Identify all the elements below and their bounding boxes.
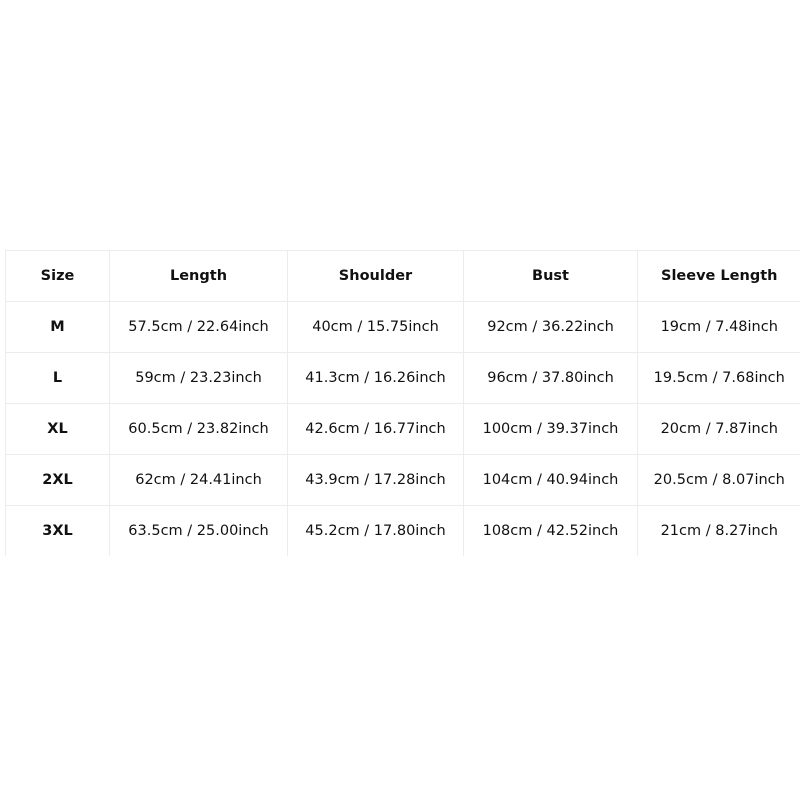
header-shoulder: Shoulder bbox=[288, 251, 464, 302]
header-size: Size bbox=[6, 251, 110, 302]
sleeve-length-cell: 21cm / 8.27inch bbox=[638, 506, 800, 557]
size-cell: 3XL bbox=[6, 506, 110, 557]
table-row bbox=[6, 404, 800, 455]
table-row bbox=[6, 506, 800, 557]
sleeve-length-cell: 19cm / 7.48inch bbox=[638, 302, 800, 353]
length-cell: 59cm / 23.23inch bbox=[110, 353, 288, 404]
bust-cell: 96cm / 37.80inch bbox=[464, 353, 638, 404]
table-row bbox=[6, 455, 800, 506]
shoulder-cell: 43.9cm / 17.28inch bbox=[288, 455, 464, 506]
length-cell: 62cm / 24.41inch bbox=[110, 455, 288, 506]
header-length: Length bbox=[110, 251, 288, 302]
size-cell: 2XL bbox=[6, 455, 110, 506]
header-bust: Bust bbox=[464, 251, 638, 302]
table-row bbox=[6, 302, 800, 353]
length-cell: 63.5cm / 25.00inch bbox=[110, 506, 288, 557]
size-cell: XL bbox=[6, 404, 110, 455]
sleeve-length-cell: 20.5cm / 8.07inch bbox=[638, 455, 800, 506]
length-cell: 57.5cm / 22.64inch bbox=[110, 302, 288, 353]
sleeve-length-cell: 19.5cm / 7.68inch bbox=[638, 353, 800, 404]
size-chart-table bbox=[5, 250, 800, 556]
shoulder-cell: 40cm / 15.75inch bbox=[288, 302, 464, 353]
header-sleeve-length: Sleeve Length bbox=[638, 251, 800, 302]
shoulder-cell: 41.3cm / 16.26inch bbox=[288, 353, 464, 404]
length-cell: 60.5cm / 23.82inch bbox=[110, 404, 288, 455]
sleeve-length-cell: 20cm / 7.87inch bbox=[638, 404, 800, 455]
table-row bbox=[6, 353, 800, 404]
size-cell: M bbox=[6, 302, 110, 353]
bust-cell: 108cm / 42.52inch bbox=[464, 506, 638, 557]
bust-cell: 100cm / 39.37inch bbox=[464, 404, 638, 455]
bust-cell: 92cm / 36.22inch bbox=[464, 302, 638, 353]
size-cell: L bbox=[6, 353, 110, 404]
shoulder-cell: 42.6cm / 16.77inch bbox=[288, 404, 464, 455]
header-row bbox=[6, 251, 800, 302]
shoulder-cell: 45.2cm / 17.80inch bbox=[288, 506, 464, 557]
bust-cell: 104cm / 40.94inch bbox=[464, 455, 638, 506]
